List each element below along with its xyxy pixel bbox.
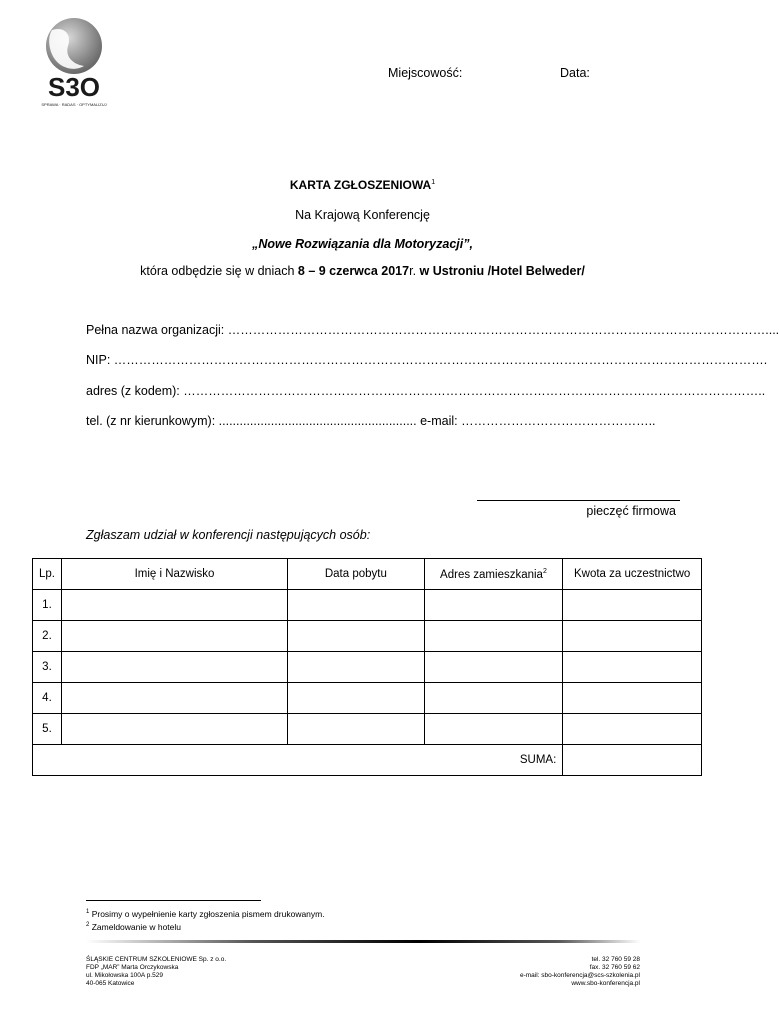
footnote-1-text: Prosimy o wypełnienie karty zgłoszenia pismem drukowanym. xyxy=(89,909,325,919)
address-cell[interactable] xyxy=(424,621,563,652)
footer-email[interactable]: e-mail: sbo-konferencja@scs-szkolenia.pl xyxy=(519,972,640,979)
form-subtitle: Na Krajową Konferencję xyxy=(295,208,430,222)
logo-text: S3O xyxy=(47,72,101,102)
address-cell[interactable] xyxy=(424,714,563,745)
col-header-name: Imię i Nazwisko xyxy=(61,559,287,590)
stay-cell[interactable] xyxy=(288,621,425,652)
stay-cell[interactable] xyxy=(288,652,425,683)
stay-cell[interactable] xyxy=(288,590,425,621)
footer-company-city: 40-065 Katowice xyxy=(86,980,135,987)
footer-phone: tel. 32 760 59 28 xyxy=(591,956,640,963)
col-header-fee: Kwota za uczestnictwo xyxy=(563,559,702,590)
conference-dates xyxy=(0,264,725,278)
footer-company-agency: FDP „MAR” Marta Orczykowska xyxy=(86,964,179,971)
table-row xyxy=(33,652,702,683)
nip-field[interactable]: NIP: …………………………………………………………………………………………………………………………………………. xyxy=(86,353,768,367)
sum-cell[interactable] xyxy=(563,745,702,776)
footnote-2-text: Zameldowanie w hotelu xyxy=(89,922,182,932)
conference-name: „Nowe Rozwiązania dla Motoryzacji”, xyxy=(252,237,473,251)
address-cell[interactable] xyxy=(424,683,563,714)
col-header-stay: Data pobytu xyxy=(288,559,425,590)
fee-cell[interactable] xyxy=(563,714,702,745)
name-cell[interactable] xyxy=(61,621,287,652)
table-row xyxy=(33,621,702,652)
place-label: Miejscowość: xyxy=(388,66,463,80)
table-row xyxy=(33,714,702,745)
col-header-lp: Lp. xyxy=(33,559,62,590)
fee-cell[interactable] xyxy=(563,652,702,683)
row-number: 2. xyxy=(33,621,62,652)
fee-cell[interactable] xyxy=(563,683,702,714)
row-number: 3. xyxy=(33,652,62,683)
footnote-ref-1: 1 xyxy=(431,179,436,186)
row-number: 5. xyxy=(33,714,62,745)
footnote-1-number: 1 xyxy=(86,909,90,916)
table-row xyxy=(33,590,702,621)
footer-fax: fax. 32 760 59 62 xyxy=(589,964,640,971)
address-cell[interactable] xyxy=(424,652,563,683)
name-cell[interactable] xyxy=(61,652,287,683)
when-mid: r. xyxy=(409,264,420,278)
name-cell[interactable] xyxy=(61,590,287,621)
footnote-1 xyxy=(86,909,325,919)
table-row xyxy=(33,683,702,714)
footnote-2 xyxy=(86,922,181,932)
name-cell[interactable] xyxy=(61,683,287,714)
when-place: w Ustroniu /Hotel Belweder/ xyxy=(419,264,585,278)
form-title xyxy=(0,178,725,192)
logo-tagline: SPRAWA · RADAS · OPTYMALIZUJ xyxy=(41,102,107,107)
footer-company-name: ŚLĄSKIE CENTRUM SZKOLENIOWE Sp. z o.o. xyxy=(86,956,227,963)
stamp-signature-line xyxy=(477,500,680,501)
participants-intro: Zgłaszam udział w konferencji następujących osób: xyxy=(86,528,371,542)
stamp-label: pieczęć firmowa xyxy=(586,504,676,518)
sum-label: SUMA: xyxy=(33,745,563,776)
fee-cell[interactable] xyxy=(563,621,702,652)
company-logo xyxy=(38,16,110,108)
when-prefix: która odbędzie się w dniach xyxy=(140,264,298,278)
address-field[interactable]: adres (z kodem): ………………………………………………………………………………………………………………………….. xyxy=(86,384,766,398)
footer-company-info xyxy=(86,956,226,988)
row-number: 4. xyxy=(33,683,62,714)
stay-cell[interactable] xyxy=(288,683,425,714)
footer-company-street: ul. Mikołowska 100A p.529 xyxy=(86,972,163,979)
when-dates: 8 – 9 czerwca 2017 xyxy=(297,264,410,278)
form-title-text: KARTA ZGŁOSZENIOWA xyxy=(289,178,432,192)
footer-contact-info xyxy=(440,956,640,988)
row-number: 1. xyxy=(33,590,62,621)
organization-field[interactable]: Pełna nazwa organizacji: ………………………………………………………………………………………………………………….... xyxy=(86,323,779,337)
stay-cell[interactable] xyxy=(288,714,425,745)
footnote-divider xyxy=(86,900,261,901)
address-cell[interactable] xyxy=(424,590,563,621)
footnote-2-number: 2 xyxy=(86,922,90,929)
table-header-row xyxy=(33,559,702,590)
col-header-address xyxy=(424,559,563,590)
footer-divider xyxy=(86,940,641,943)
date-label: Data: xyxy=(560,66,590,80)
phone-email-field[interactable]: tel. (z nr kierunkowym): ......................................................... e-mail: ……………………………………….. xyxy=(86,414,656,428)
name-cell[interactable] xyxy=(61,714,287,745)
footnote-ref-2: 2 xyxy=(542,567,547,575)
footer-website[interactable]: www.sbo-konferencja.pl xyxy=(571,980,640,987)
col-header-address-text: Adres zamieszkania xyxy=(440,568,543,581)
fee-cell[interactable] xyxy=(563,590,702,621)
participants-table xyxy=(32,558,702,776)
sum-row xyxy=(33,745,702,776)
